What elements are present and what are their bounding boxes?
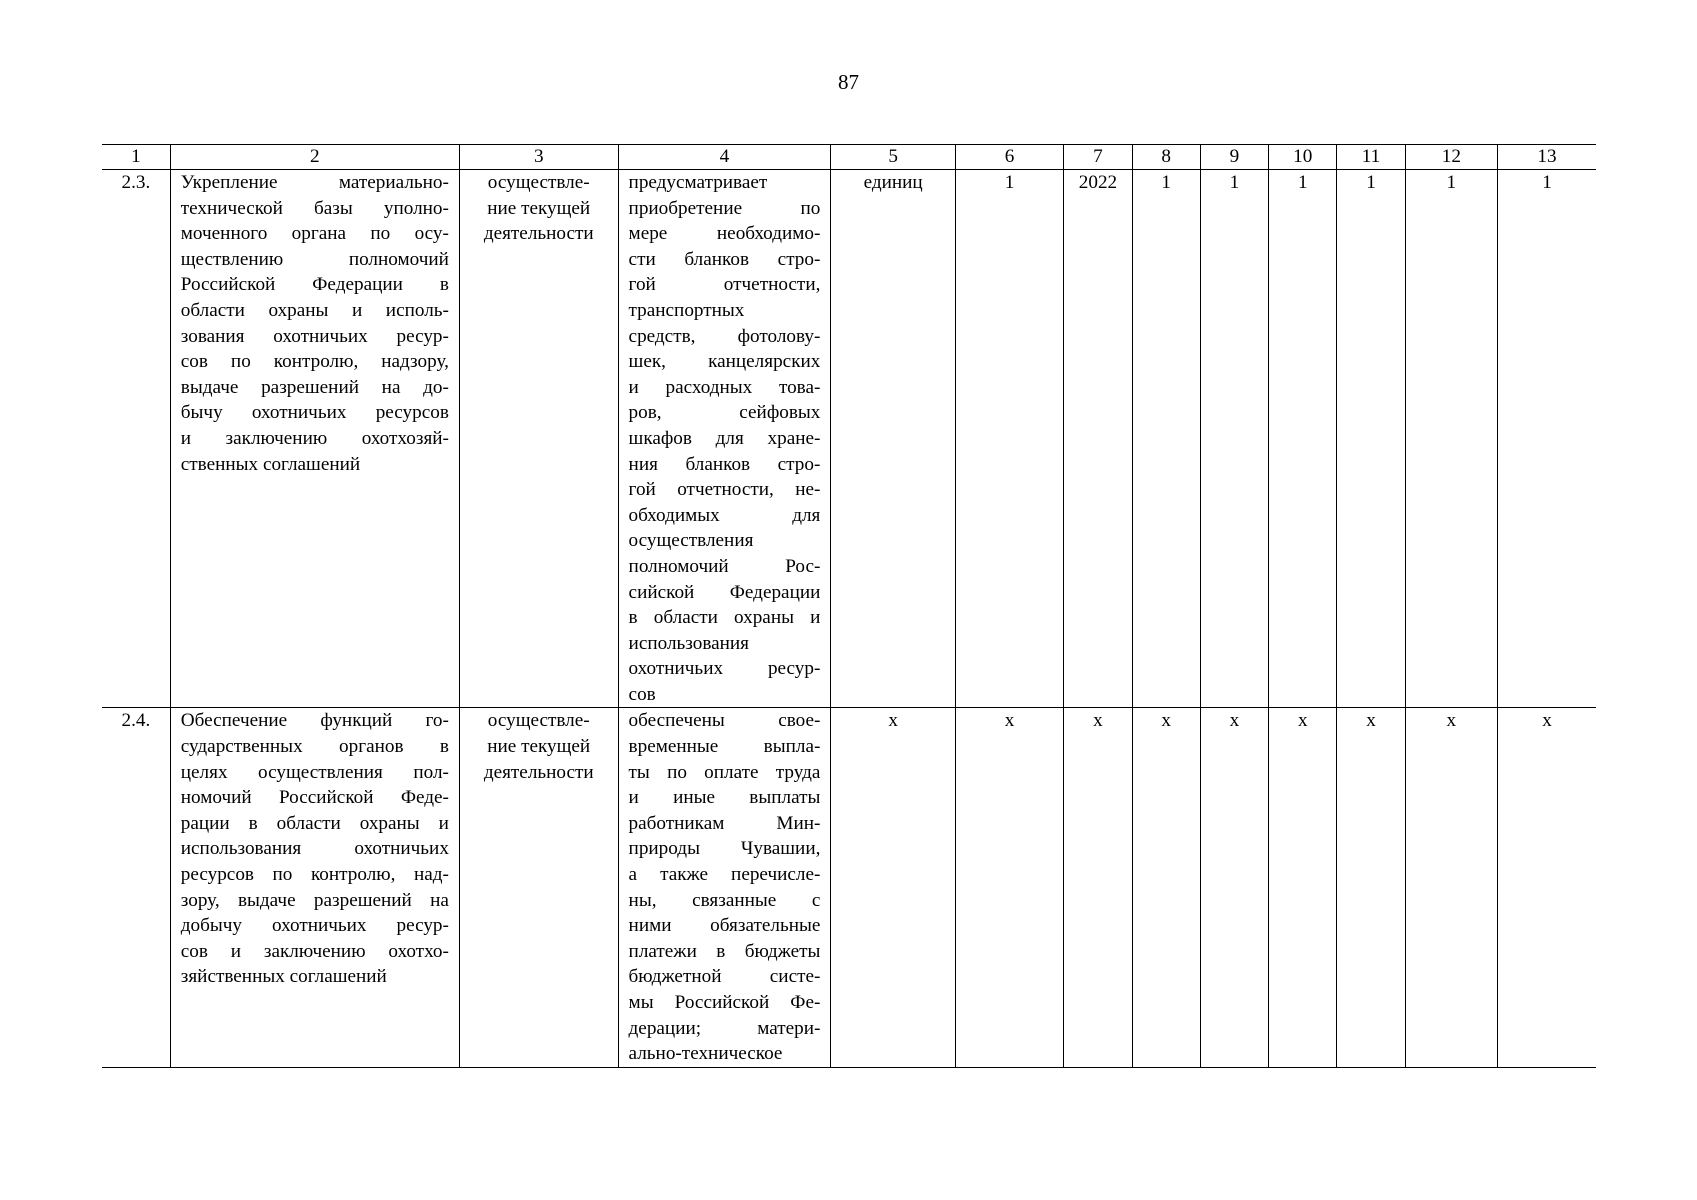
text-line: а также перечисле- <box>628 864 821 886</box>
table-row <box>102 708 1596 1067</box>
text-line: деятельности <box>483 761 594 783</box>
measure-type <box>459 170 618 708</box>
text-line: Российской Федерации в <box>180 274 449 296</box>
text-line: работникам Мин- <box>628 812 821 834</box>
value-cell: 1 <box>1269 170 1337 708</box>
text-line: сов и заключению охотхо- <box>180 940 449 962</box>
value-cell: 1 <box>1200 170 1268 708</box>
text-line: Укрепление материально- <box>180 172 449 193</box>
text-line: выдаче разрешений на до- <box>180 376 449 398</box>
column-number: 13 <box>1498 145 1597 170</box>
text-line: ния бланков стро- <box>628 453 821 475</box>
text-line: и заключению охотхозяй- <box>180 427 449 449</box>
text-line: ров, сейфовых <box>628 402 821 424</box>
value-cell: 1 <box>1498 170 1597 708</box>
text-line: зяйственных соглашений <box>180 966 387 988</box>
measure-name <box>170 170 459 708</box>
text-line: в области охраны и <box>628 607 821 629</box>
text-line: ны, связанные с <box>628 889 821 911</box>
value-cell: x <box>1132 708 1200 1067</box>
row-number: 2.4. <box>102 708 170 1067</box>
text-line: природы Чувашии, <box>628 838 821 860</box>
measure-name-text <box>181 170 449 477</box>
text-line: целях осуществления пол- <box>180 761 449 783</box>
column-number: 4 <box>618 145 831 170</box>
text-line: обходимых для <box>628 504 821 526</box>
column-number: 6 <box>955 145 1063 170</box>
column-number-header-row <box>102 145 1596 170</box>
measure-description-text <box>629 170 821 707</box>
unit-cell: x <box>831 708 956 1067</box>
column-number: 5 <box>831 145 956 170</box>
text-line: ние текущей <box>487 197 591 219</box>
text-line: осуществле- <box>487 710 590 732</box>
text-line: ально-техническое <box>628 1043 783 1065</box>
value-cell: x <box>1405 708 1497 1067</box>
row-number: 2.3. <box>102 170 170 708</box>
text-line: полномочий Рос- <box>628 555 821 577</box>
column-number: 3 <box>459 145 618 170</box>
text-line: использования охотничьих <box>180 838 449 860</box>
measure-name <box>170 708 459 1067</box>
column-number: 8 <box>1132 145 1200 170</box>
text-line: сударственных органов в <box>180 736 449 758</box>
text-line: области охраны и исполь- <box>180 299 449 321</box>
unit-cell: единиц <box>831 170 956 708</box>
value-cell: x <box>1269 708 1337 1067</box>
text-line: добычу охотничьих ресур- <box>180 915 449 937</box>
column-number: 9 <box>1200 145 1268 170</box>
column-number: 11 <box>1337 145 1405 170</box>
measure-description-text <box>629 708 821 1066</box>
text-line: мере необходимо- <box>628 223 821 245</box>
text-line: сти бланков стро- <box>628 248 821 270</box>
column-number: 10 <box>1269 145 1337 170</box>
text-line: номочий Российской Феде- <box>180 787 449 809</box>
text-line: деятельности <box>483 223 594 245</box>
text-line: осуществления <box>628 530 754 552</box>
table-row <box>102 170 1596 708</box>
column-number: 12 <box>1405 145 1497 170</box>
text-line: ществлению полномочий <box>180 248 449 270</box>
text-line: транспортных <box>628 299 745 321</box>
text-line: бюджетной систе- <box>628 966 821 988</box>
text-line: использования <box>628 632 750 654</box>
measure-type-text <box>470 708 608 785</box>
page-number: 87 <box>838 70 859 94</box>
text-line: ние текущей <box>487 736 591 758</box>
text-line: технической базы уполно- <box>180 197 449 219</box>
column-number: 1 <box>102 145 170 170</box>
text-line: ними обязательные <box>628 915 821 937</box>
text-line: платежи в бюджеты <box>628 940 821 962</box>
value-cell: 1 <box>1337 170 1405 708</box>
text-line: рации в области охраны и <box>180 812 449 834</box>
year-cell: 2022 <box>1064 170 1132 708</box>
text-line: обеспечены свое- <box>628 710 821 732</box>
text-line: ственных соглашений <box>180 453 361 475</box>
measure-name-text <box>181 708 449 990</box>
text-line: сов <box>628 683 656 705</box>
value-cell: 1 <box>1132 170 1200 708</box>
measure-type <box>459 708 618 1067</box>
text-line: дерации; матери- <box>628 1017 821 1039</box>
text-line: сийской Федерации <box>628 581 821 603</box>
text-line: временные выпла- <box>628 736 821 758</box>
text-line: мы Российской Фе- <box>628 992 821 1013</box>
value-cell: 1 <box>1405 170 1497 708</box>
value-cell: x <box>1200 708 1268 1067</box>
text-line: предусматривает <box>628 172 768 193</box>
column-number: 7 <box>1064 145 1132 170</box>
value-cell: 1 <box>955 170 1063 708</box>
text-line: зования охотничьих ресур- <box>180 325 449 347</box>
text-line: Обеспечение функций го- <box>180 710 449 732</box>
value-cell: x <box>1498 708 1597 1067</box>
text-line: бычу охотничьих ресурсов <box>180 402 449 424</box>
text-line: сов по контролю, надзору, <box>180 351 449 373</box>
text-line: моченного органа по осу- <box>180 223 449 245</box>
text-line: и расходных това- <box>628 376 821 398</box>
value-cell: x <box>955 708 1063 1067</box>
text-line: ресурсов по контролю, над- <box>180 864 449 886</box>
text-line: шек, канцелярских <box>628 351 821 373</box>
column-number: 2 <box>170 145 459 170</box>
measure-description <box>618 170 831 708</box>
text-line: средств, фотолову- <box>628 325 821 347</box>
measure-type-text <box>470 170 608 247</box>
text-line: шкафов для хране- <box>628 427 821 449</box>
text-line: и иные выплаты <box>628 787 821 809</box>
text-line: зору, выдаче разрешений на <box>180 889 449 911</box>
text-line: осуществле- <box>487 172 590 193</box>
text-line: приобретение по <box>628 197 821 219</box>
text-line: охотничьих ресур- <box>628 658 821 680</box>
value-cell: x <box>1337 708 1405 1067</box>
text-line: гой отчетности, <box>628 274 821 296</box>
measure-description <box>618 708 831 1067</box>
text-line: гой отчетности, не- <box>628 479 821 501</box>
measures-table <box>102 144 1596 1068</box>
year-cell: x <box>1064 708 1132 1067</box>
text-line: ты по оплате труда <box>628 761 821 783</box>
